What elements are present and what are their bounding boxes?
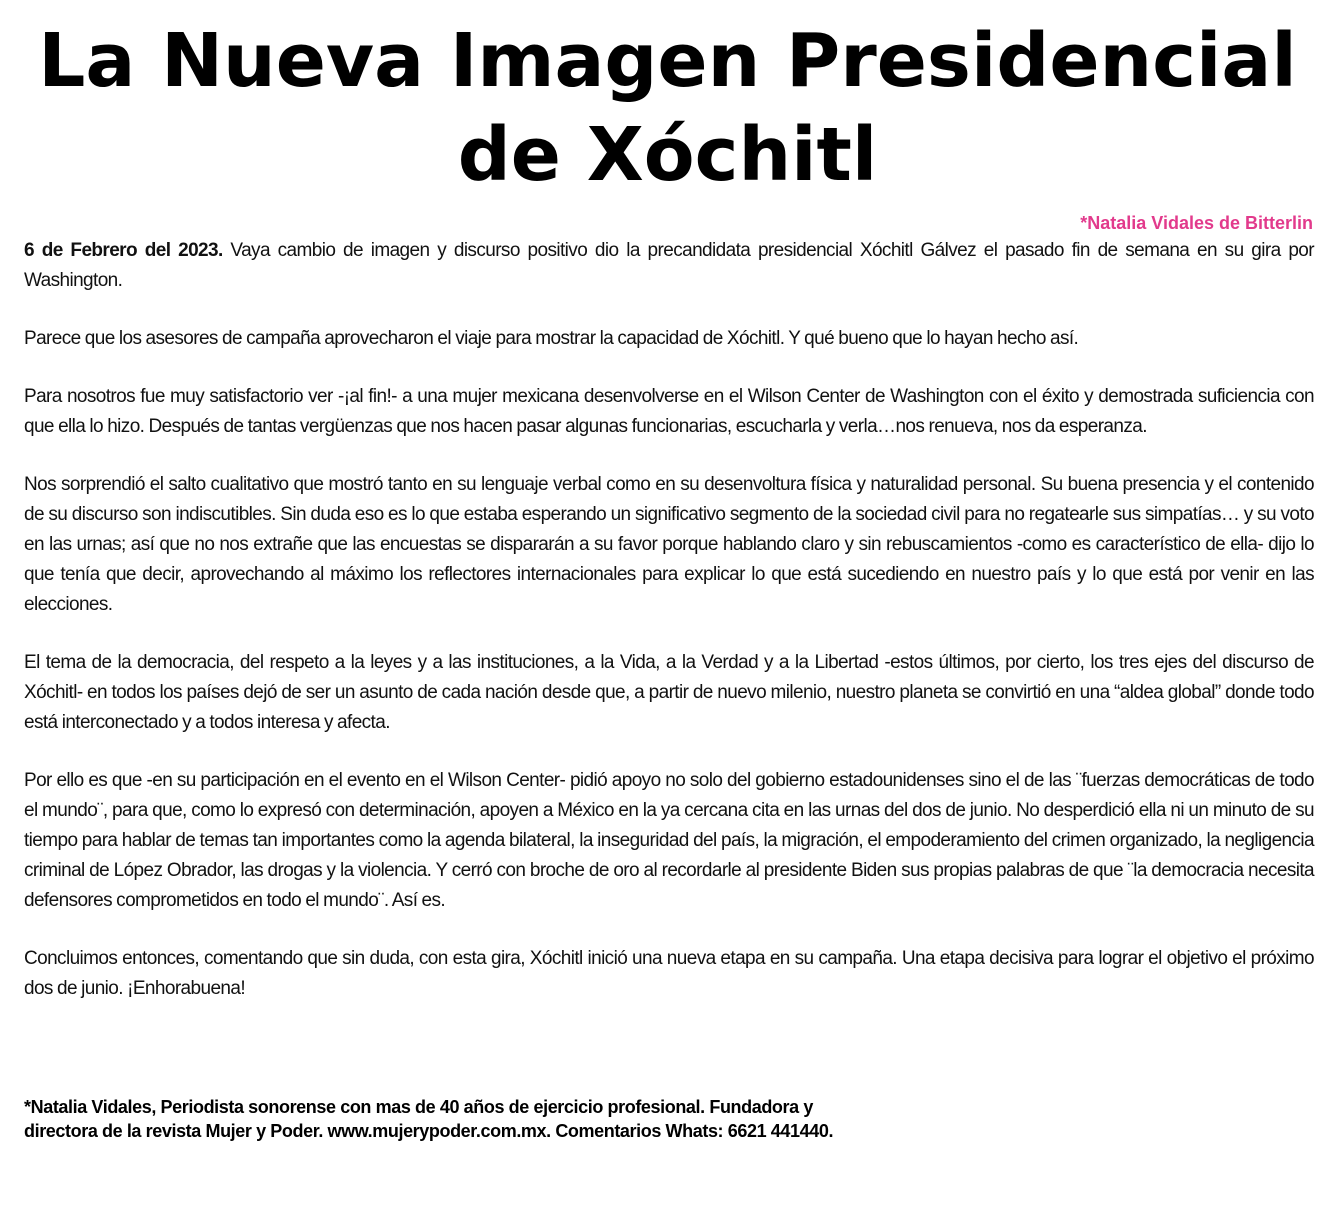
article-body <box>24 236 1314 1032</box>
paragraph-5: El tema de la democracia, del respeto a la leyes y a las instituciones, a la Vida, a la Verdad y a la Libertad -estos últimos, por cierto, los tres ejes del discurso de Xóchitl- en todos los países dejó de ser un asunto de cada nación desde que, a partir de nuevo milenio, nuestro planeta se convirtió en una “aldea global” donde todo está interconectado y a todos interesa y afecta. <box>24 652 1314 733</box>
article-title-line-1: La Nueva Imagen Presidencial <box>38 18 1297 104</box>
paragraph-1-text: Vaya cambio de imagen y discurso positivo dio la precandidata presidencial Xóchitl Gálvez el pasado fin de semana en su gira por Washington. <box>24 240 1314 291</box>
author-bio-line-1: *Natalia Vidales, Periodista sonorense con mas de 40 años de ejercicio profesional. Fundadora y <box>24 1097 813 1117</box>
paragraph-2: Parece que los asesores de campaña aprovecharon el viaje para mostrar la capacidad de Xóchitl. Y qué bueno que lo hayan hecho así. <box>24 328 1079 349</box>
author-bio-footer <box>24 1095 1024 1143</box>
dateline: 6 de Febrero del 2023. <box>24 240 223 261</box>
article-title-line-2: de Xóchitl <box>457 112 878 198</box>
paragraph-4: Nos sorprendió el salto cualitativo que mostró tanto en su lenguaje verbal como en su desenvoltura física y naturalidad personal. Su buena presencia y el contenido de su discurso son indiscutibles. Sin duda eso es lo que estaba esperando un significativo segmento de la sociedad civil para no regatearle sus simpatías… y su voto en las urnas; así que no nos extrañe que las encuestas se dispararán a su favor porque hablando claro y sin rebuscamientos -como es característico de ella- dijo lo que tenía que decir, aprovechando al máximo los reflectores internacionales para explicar lo que está sucediendo en nuestro país y lo que está por venir en las elecciones. <box>24 474 1314 615</box>
paragraph-1 <box>24 236 1314 296</box>
paragraph-6: Por ello es que -en su participación en el evento en el Wilson Center- pidió apoyo no solo del gobierno estadounidenses sino el de las ¨fuerzas democráticas de todo el mundo¨, para que, como lo expresó con determinación, apoyen a México en la ya cercana cita en las urnas del dos de junio. No desperdició ella ni un minuto de su tiempo para hablar de temas tan importantes como la agenda bilateral, la inseguridad del país, la migración, el empoderamiento del crimen organizado, la negligencia criminal de López Obrador, las drogas y la violencia. Y cerró con broche de oro al recordarle al presidente Biden sus propias palabras de que ¨la democracia necesita defensores comprometidos en todo el mundo¨. Así es. <box>24 770 1314 911</box>
article-title <box>0 14 1335 202</box>
author-byline: *Natalia Vidales de Bitterlin <box>1080 213 1313 233</box>
paragraph-7: Concluimos entonces, comentando que sin duda, con esta gira, Xóchitl inició una nueva etapa en su campaña. Una etapa decisiva para lograr el objetivo el próximo dos de junio. ¡Enhorabuena! <box>24 948 1314 999</box>
author-bio-line-2: directora de la revista Mujer y Poder. www.mujerypoder.com.mx. Comentarios Whats: 6621 441440. <box>24 1121 834 1141</box>
paragraph-3: Para nosotros fue muy satisfactorio ver -¡al fin!- a una mujer mexicana desenvolverse en el Wilson Center de Washington con el éxito y demostrada suficiencia con que ella lo hizo. Después de tantas vergüenzas que nos hacen pasar algunas funcionarias, escucharla y verla…nos renueva, nos da esperanza. <box>24 386 1314 437</box>
